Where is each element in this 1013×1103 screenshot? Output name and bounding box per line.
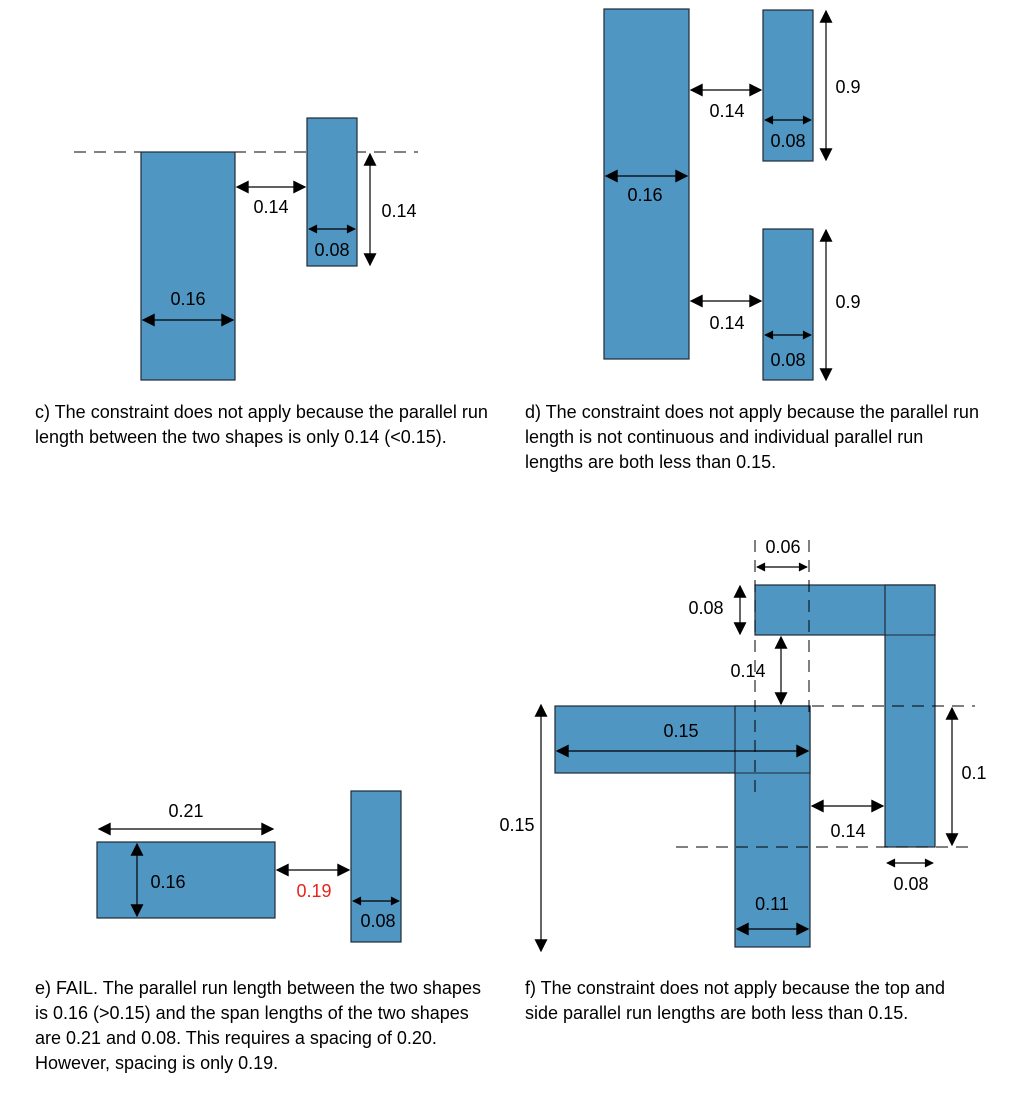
small-width-label: 0.08	[360, 911, 396, 931]
wide-shape	[97, 842, 275, 918]
vertical-gap-label: 0.14	[730, 661, 766, 681]
panel-c	[74, 118, 418, 380]
small-width-top-label: 0.08	[770, 131, 806, 151]
total-height-label: 0.15	[499, 815, 535, 835]
horizontal-width-label: 0.15	[663, 721, 699, 741]
run-label: 0.14	[381, 201, 417, 221]
spacing-label: 0.19	[296, 881, 332, 901]
gap-bottom-label: 0.14	[709, 313, 745, 333]
right-vertical-shape	[885, 585, 935, 847]
side-width-label: 0.08	[893, 874, 929, 894]
small-width-bottom-label: 0.08	[770, 350, 806, 370]
big-width-label: 0.16	[627, 185, 663, 205]
panel-e	[97, 791, 401, 942]
big-shape	[604, 9, 689, 359]
side-run-label: 0.1	[961, 763, 987, 783]
caption-f: f) The constraint does not apply because the top and side parallel run lengths are both less than 0.15.	[525, 978, 945, 1023]
panel-d	[604, 9, 861, 380]
top-height-label: 0.08	[688, 598, 724, 618]
caption-c: c) The constraint does not apply because the parallel run length between the two shapes is only 0.14 (<0.15).	[35, 402, 488, 447]
top-overlap-label: 0.06	[765, 537, 801, 557]
gap-label: 0.14	[253, 197, 289, 217]
big-shape	[141, 152, 235, 380]
side-gap-label: 0.14	[830, 821, 866, 841]
gap-top-label: 0.14	[709, 101, 745, 121]
height-label: 0.16	[150, 872, 186, 892]
height-top-label: 0.9	[835, 77, 861, 97]
caption-d: d) The constraint does not apply because the parallel run length is not continuous and individual parallel run lengths are both less than 0.15.	[525, 402, 979, 472]
big-width-label: 0.16	[170, 289, 206, 309]
panel-f	[499, 537, 986, 951]
height-bottom-label: 0.9	[835, 292, 861, 312]
stem-width-label: 0.11	[755, 894, 789, 914]
caption-e: e) FAIL. The parallel run length between the two shapes is 0.16 (>0.15) and the span lengths of the two shapes are 0.21 and 0.08. This requires a spacing of 0.20. However, spacing is only 0.19.	[35, 978, 481, 1073]
small-width-label: 0.08	[314, 240, 350, 260]
span-label: 0.21	[168, 801, 204, 821]
